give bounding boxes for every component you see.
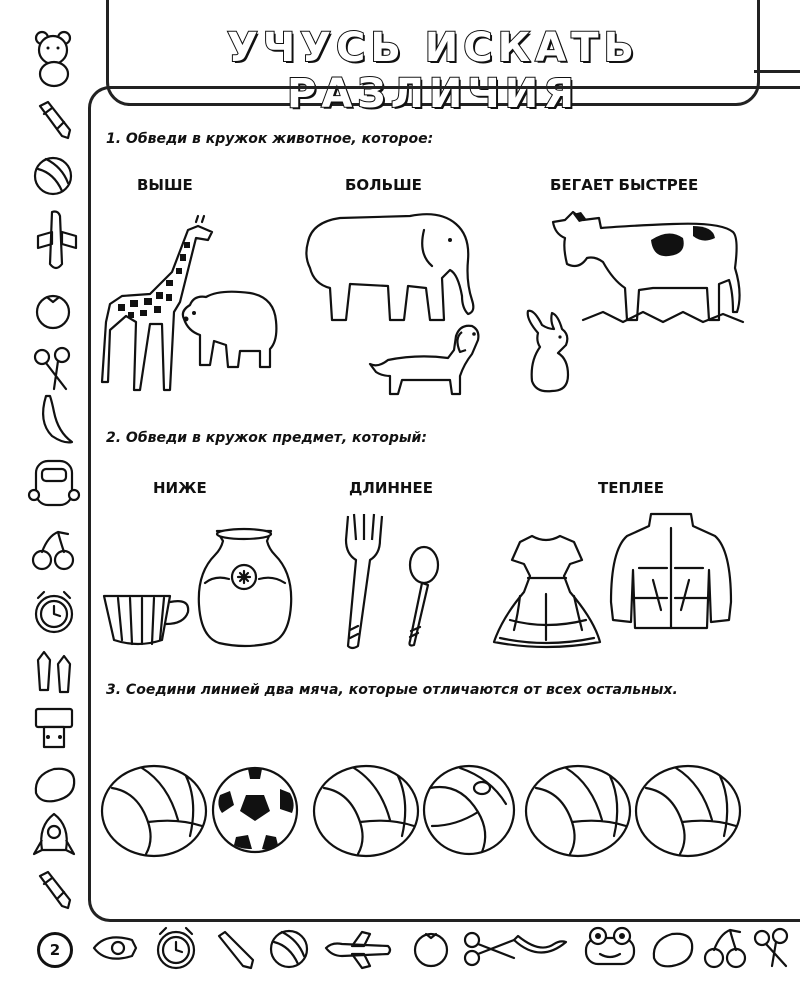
volleyball-icon[interactable]: [632, 762, 744, 860]
airplane-icon: [322, 928, 394, 970]
cherries-icon: [702, 924, 750, 970]
banana-icon: [510, 930, 570, 964]
fork-icon[interactable]: [340, 510, 390, 652]
label-runs-faster: БЕГАЕТ БЫСТРЕЕ: [550, 176, 699, 194]
title-rule: [754, 70, 800, 73]
task-1-instruction: 1. Обведи в кружок животное, которое:: [106, 131, 434, 147]
bear-icon[interactable]: [180, 285, 280, 370]
page-title: УЧУСЬ ИСКАТЬ РАЗЛИЧИЯ: [226, 25, 640, 117]
ball-icon: [32, 155, 74, 197]
ball-icon: [268, 928, 310, 970]
cup-icon[interactable]: [100, 590, 192, 650]
airplane-icon: [34, 208, 78, 274]
label-lower: НИЖЕ: [153, 479, 207, 497]
cherries-icon: [30, 528, 78, 572]
scissors-icon: [32, 345, 74, 393]
task-2-instruction: 2. Обведи в кружок предмет, который:: [106, 430, 427, 446]
lemon-icon: [32, 765, 76, 803]
tomato-icon: [410, 926, 452, 970]
label-warmer: ТЕПЛЕЕ: [598, 479, 664, 497]
alarm-clock-icon: [152, 924, 200, 972]
volleyball-icon[interactable]: [522, 762, 634, 860]
jacket-icon[interactable]: [605, 510, 737, 640]
banana-icon: [36, 392, 76, 448]
soccer-ball-icon[interactable]: [210, 765, 300, 855]
task-3-instruction: 3. Соедини линией два мяча, которые отличаются от всех остальных.: [106, 682, 678, 698]
crayon-icon: [34, 100, 74, 140]
crayons-icon: [32, 650, 78, 696]
page-number: 2: [37, 932, 73, 968]
crayon-icon: [34, 870, 74, 910]
scissors-icon: [752, 926, 796, 970]
beach-ball-icon[interactable]: [420, 762, 518, 858]
alarm-clock-icon: [30, 588, 78, 636]
dress-icon[interactable]: [490, 530, 605, 650]
volleyball-icon[interactable]: [98, 762, 210, 860]
label-longer: ДЛИННЕЕ: [349, 479, 433, 497]
elephant-icon[interactable]: [300, 208, 485, 328]
spoon-icon[interactable]: [398, 545, 443, 647]
label-taller: ВЫШЕ: [137, 176, 193, 194]
tomato-icon: [32, 290, 74, 332]
teddy-bear-icon: [30, 30, 78, 90]
crayon-icon: [215, 928, 257, 970]
frog-car-icon: [580, 924, 640, 972]
car-icon: [28, 455, 80, 513]
lemon-icon: [650, 930, 694, 968]
rocket-icon: [88, 928, 140, 968]
jug-icon[interactable]: [195, 525, 295, 647]
dachshund-icon[interactable]: [368, 320, 483, 400]
volleyball-icon[interactable]: [310, 762, 422, 860]
rocket-icon: [30, 810, 78, 860]
label-bigger: БОЛЬШЕ: [345, 176, 422, 194]
rabbit-icon[interactable]: [522, 305, 582, 395]
robot-icon: [30, 705, 78, 755]
